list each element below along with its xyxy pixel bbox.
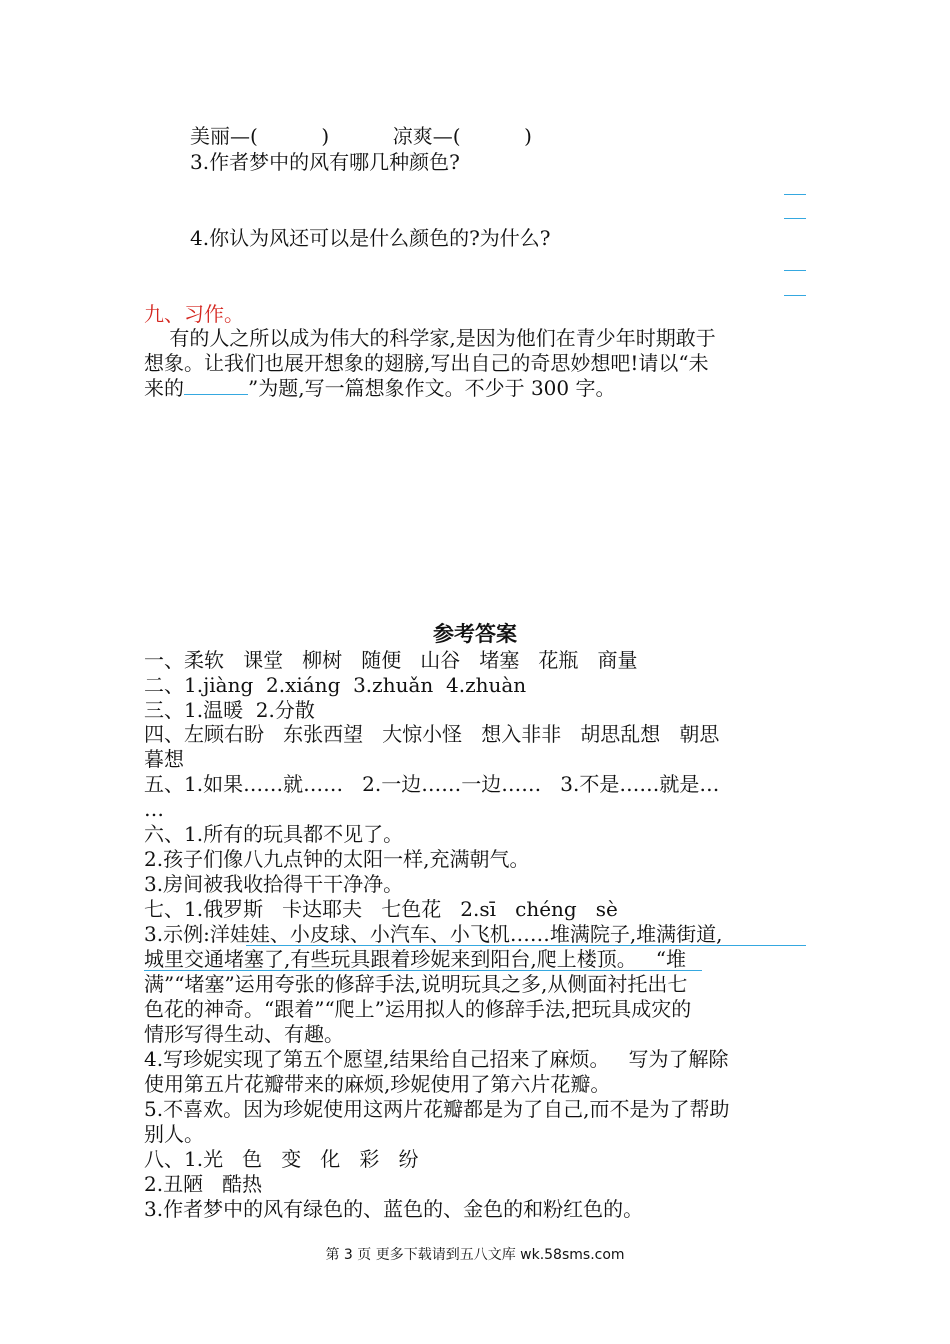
section-9-suffix: ”为题,写一篇想象作文。不少于 300 字。 <box>248 376 616 400</box>
answer-line: 城里交通堵塞了,有些玩具跟着珍妮来到阳台,爬上楼顶。 “堆 <box>144 947 687 971</box>
answer-line: 满”“堵塞”运用夸张的修辞手法,说明玩具之多,从侧面衬托出七 <box>144 972 688 996</box>
answer-line: 使用第五片花瓣带来的麻烦,珍妮使用了第六片花瓣。 <box>144 1072 611 1096</box>
answer-line: 情形写得生动、有趣。 <box>144 1022 344 1046</box>
answer-line-mark <box>784 270 806 271</box>
answer-line: 五、1.如果……就…… 2.一边……一边…… 3.不是……就是… <box>144 772 720 796</box>
answer-line-mark <box>784 218 806 219</box>
answer-line: … <box>144 797 164 821</box>
pair-fill-line: 美丽—( ) 凉爽—( ) <box>190 124 532 148</box>
highlight-underline <box>144 970 702 971</box>
answer-line: 别人。 <box>144 1122 204 1146</box>
page-footer: 第 3 页 更多下载请到五八文库 wk.58sms.com <box>325 1247 625 1263</box>
answer-line: 八、1.光 色 变 化 彩 纷 <box>144 1147 419 1171</box>
answer-line-mark <box>784 295 806 296</box>
section-9-text: 想象。让我们也展开想象的翅膀,写出自己的奇思妙想吧!请以“未 <box>144 351 709 375</box>
answer-line: 四、左顾右盼 东张西望 大惊小怪 想入非非 胡思乱想 朝思 <box>144 722 720 746</box>
section-9-heading: 九、习作。 <box>144 302 244 326</box>
question-3: 3.作者梦中的风有哪几种颜色? <box>190 150 460 174</box>
answer-line: 2.孩子们像八九点钟的太阳一样,充满朝气。 <box>144 847 530 871</box>
answer-line: 3.房间被我收拾得干干净净。 <box>144 872 404 896</box>
answer-line: 4.写珍妮实现了第五个愿望,结果给自己招来了麻烦。 写为了解除 <box>144 1047 729 1071</box>
question-4: 4.你认为风还可以是什么颜色的?为什么? <box>190 226 551 250</box>
answers-title: 参考答案 <box>433 621 517 646</box>
answer-line: 六、1.所有的玩具都不见了。 <box>144 822 404 846</box>
answer-line: 三、1.温暖 2.分散 <box>144 698 315 722</box>
answer-line: 色花的神奇。“跟着”“爬上”运用拟人的修辞手法,把玩具成灾的 <box>144 997 692 1021</box>
answer-line: 5.不喜欢。因为珍妮使用这两片花瓣都是为了自己,而不是为了帮助 <box>144 1097 730 1121</box>
title-blank <box>184 376 248 395</box>
answer-line: 七、1.俄罗斯 卡达耶夫 七色花 2.sī chéng sè <box>144 897 618 921</box>
answer-line: 3.示例:洋娃娃、小皮球、小汽车、小飞机……堆满院子,堆满街道, <box>144 922 723 946</box>
answer-line: 2.丑陋 酷热 <box>144 1172 263 1196</box>
answer-line: 二、1.jiàng 2.xiáng 3.zhuǎn 4.zhuàn <box>144 673 527 697</box>
section-9-prefix: 来的 <box>144 376 184 400</box>
highlight-underline <box>246 945 806 946</box>
section-9-text: 有的人之所以成为伟大的科学家,是因为他们在青少年时期敢于 <box>144 326 716 350</box>
section-9-text-line3 <box>144 376 615 400</box>
answer-line-mark <box>784 194 806 195</box>
answer-line: 3.作者梦中的风有绿色的、蓝色的、金色的和粉红色的。 <box>144 1197 644 1221</box>
answer-line: 一、柔软 课堂 柳树 随便 山谷 堵塞 花瓶 商量 <box>144 648 638 672</box>
answer-line: 暮想 <box>144 747 184 771</box>
